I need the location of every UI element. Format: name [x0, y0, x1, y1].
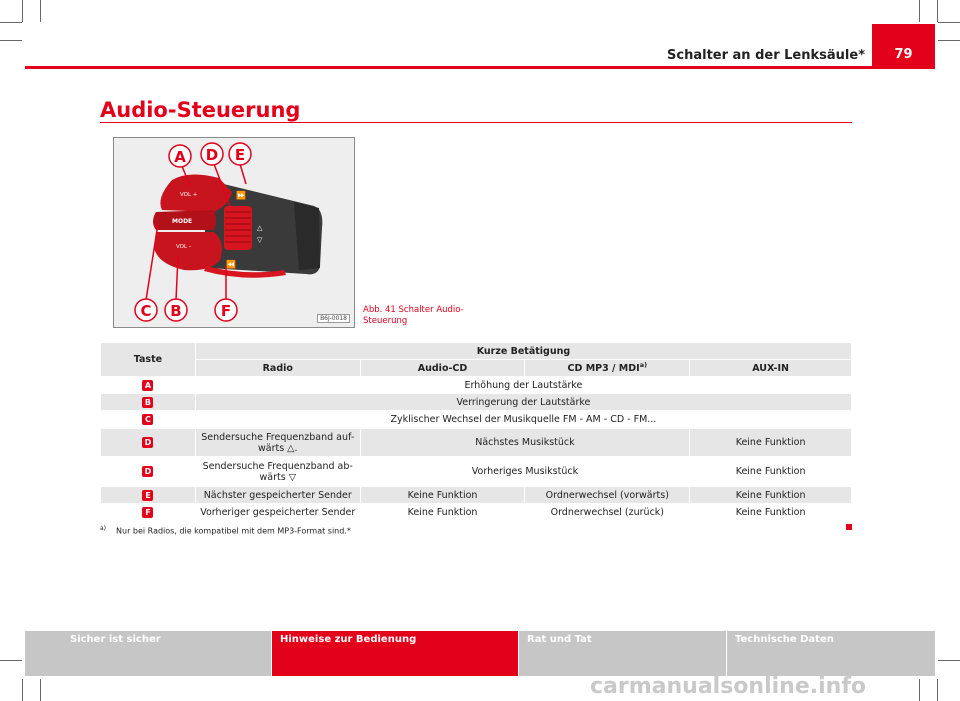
table-row: [101, 394, 852, 411]
col-header-audio-cd: Audio-CD: [360, 360, 525, 377]
table-cell: Keine Funktion: [360, 487, 525, 504]
switch-mode-text: MODE: [172, 218, 193, 225]
table-cell: Keine Funktion: [360, 504, 525, 521]
table-row: [101, 504, 852, 521]
key-badge: A: [142, 380, 153, 391]
col-header-radio: Radio: [195, 360, 360, 377]
table-row: [101, 429, 852, 457]
page-number: 79: [894, 47, 913, 62]
function-table: [100, 342, 852, 521]
crop-mark: [22, 0, 23, 22]
crop-mark: [0, 660, 22, 661]
table-row: [101, 377, 852, 394]
figure-code: B6J-0018: [317, 314, 350, 323]
figure-label-a: A: [174, 148, 186, 166]
col-header-taste: Taste: [101, 343, 196, 377]
crop-mark: [938, 40, 960, 41]
up-arrow-icon: △: [257, 224, 263, 232]
figure-caption: [363, 305, 473, 327]
key-badge: F: [142, 507, 153, 518]
section-end-marker: [846, 524, 852, 530]
key-badge: D: [142, 466, 153, 477]
fast-forward-icon: ⏩: [236, 191, 246, 200]
crop-mark: [40, 0, 41, 22]
chapter-nav: [25, 631, 935, 676]
crop-mark: [919, 0, 920, 22]
table-row: [101, 411, 852, 429]
key-badge: C: [142, 414, 153, 425]
crop-mark: [0, 22, 22, 23]
table-cell: Ordnerwechsel (vorwärts): [525, 487, 690, 504]
table-cell: Keine Funktion: [690, 457, 852, 487]
table-cell: [195, 429, 360, 457]
header-rule: [25, 66, 935, 69]
figure-label-f: F: [220, 302, 232, 320]
rewind-icon: ⏪: [226, 260, 236, 269]
table-cell: Keine Funktion: [690, 487, 852, 504]
chapter-tab-technische[interactable]: Technische Daten: [727, 631, 935, 676]
table-cell: Vorheriger gespeicherter Sender: [195, 504, 360, 521]
chapter-tab-rat[interactable]: Rat und Tat: [519, 631, 727, 676]
crop-mark: [919, 679, 920, 701]
crop-mark: [22, 679, 23, 701]
down-arrow-icon: ▽: [257, 236, 263, 244]
col-header-cd-mp3-sup: a): [639, 361, 648, 370]
table-cell: Nächstes Musikstück: [360, 429, 690, 457]
crop-mark: [938, 660, 960, 661]
switch-vol-plus-text: VOL +: [180, 192, 198, 198]
table-cell: Erhöhung der Lautstärke: [195, 377, 851, 394]
cell-line: wärts △.: [257, 442, 298, 454]
table-row: [101, 457, 852, 487]
running-header-title: Schalter an der Lenksäule*: [667, 48, 865, 63]
figure-caption-line1: Abb. 41 Schalter Audio-: [363, 305, 464, 315]
cell-line: Sendersuche Frequenzband auf-: [201, 431, 355, 443]
section-rule: [100, 122, 852, 123]
key-badge: E: [142, 490, 153, 501]
chapter-tab-hinweise[interactable]: Hinweise zur Bedienung: [272, 631, 519, 676]
table-row: [101, 487, 852, 504]
crop-mark: [938, 22, 960, 23]
watermark: carmanualsonline.info: [590, 674, 866, 699]
table-cell: Zyklischer Wechsel der Musikquelle FM - AM - CD - FM...: [195, 411, 851, 429]
steering-switch-illustration: [114, 138, 354, 327]
cell-line: wärts ▽: [259, 471, 296, 483]
table-cell: Verringerung der Lautstärke: [195, 394, 851, 411]
table-cell: Keine Funktion: [690, 504, 852, 521]
figure-caption-line2: Steuerung: [363, 316, 408, 326]
page-number-box: [872, 24, 935, 68]
table-cell: Vorheriges Musikstück: [360, 457, 690, 487]
col-header-aux: AUX-IN: [690, 360, 852, 377]
crop-mark: [0, 40, 22, 41]
section-title: Audio-Steuerung: [100, 98, 301, 122]
figure-label-e: E: [234, 146, 246, 164]
figure-label-c: C: [140, 302, 152, 320]
footnote: [100, 525, 351, 536]
crop-mark: [937, 679, 938, 701]
col-header-cd-mp3-label: CD MP3 / MDI: [567, 363, 640, 375]
table-cell: [195, 457, 360, 487]
cell-line: Sendersuche Frequenzband ab-: [202, 460, 353, 472]
figure-label-b: B: [170, 302, 182, 320]
steering-switch-figure: [113, 137, 355, 328]
col-header-cd-mp3: [525, 360, 690, 377]
key-badge: B: [142, 397, 153, 408]
crop-mark: [937, 0, 938, 22]
chapter-tab-sicher[interactable]: Sicher ist sicher: [25, 631, 272, 676]
switch-vol-minus-text: VOL –: [176, 244, 192, 250]
key-badge: D: [142, 437, 153, 448]
table-cell: Ordnerwechsel (zurück): [525, 504, 690, 521]
footnote-mark: a): [100, 525, 107, 532]
crop-mark: [40, 679, 41, 701]
table-cell: Nächster gespeicherter Sender: [195, 487, 360, 504]
footnote-text: Nur bei Radios, die kompatibel mit dem MP3-Format sind.*: [116, 526, 351, 536]
table-cell: Keine Funktion: [690, 429, 852, 457]
figure-label-d: D: [205, 146, 219, 164]
col-header-group: Kurze Betätigung: [195, 343, 851, 360]
